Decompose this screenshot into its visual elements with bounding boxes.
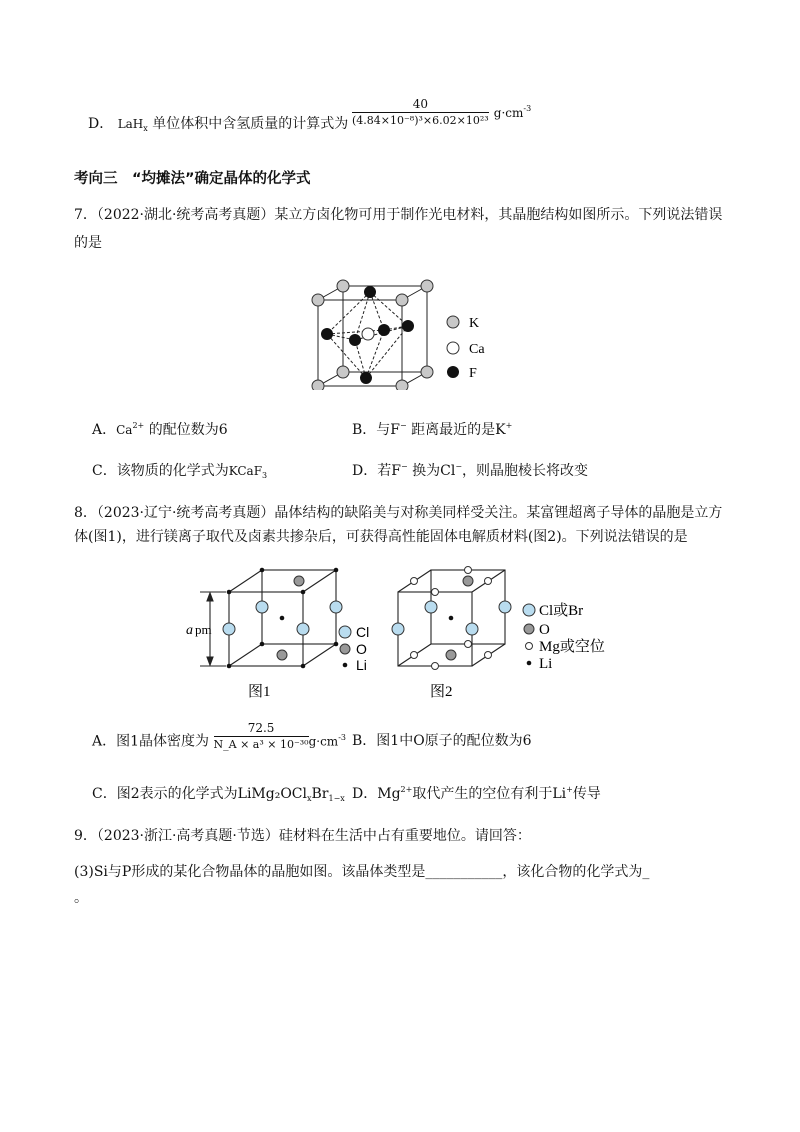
fig2-mg-site xyxy=(485,652,492,659)
legend2-o-swatch xyxy=(524,624,534,634)
fig2-o-atom xyxy=(446,650,456,660)
q8-option-c[interactable]: C．图2表示的化学式为$LiMg_2OCl_xBr_{1-x}$ xyxy=(92,786,345,803)
fig1-li-atom xyxy=(334,642,339,647)
q8-stem-line2: 体(图1)，进行镁离子取代及卤素共掺杂后，可获得高性能固体电解质材料(图2)。下列说法错误的是 xyxy=(74,529,688,545)
fig1-li-atom xyxy=(280,616,285,621)
fig2-legend-clbr: Cl或Br xyxy=(539,603,584,619)
k-atom xyxy=(312,380,324,390)
f-atom xyxy=(360,372,372,384)
fig1-li-atom xyxy=(301,664,306,669)
fig1-o-atom xyxy=(294,576,304,586)
k-atom xyxy=(396,294,408,306)
k-atom xyxy=(421,366,433,378)
legend-k-swatch xyxy=(447,316,459,328)
fig1-o-atom xyxy=(277,650,287,660)
q8-option-a[interactable]: A．图1晶体密度为 $\frac{72.5}{\text{N\_A × a³ × 10⁻³⁰}}$ $g\cdot cm^{-3}$ xyxy=(92,721,346,751)
section-title: 考向三 “均摊法”确定晶体的化学式 xyxy=(74,171,311,187)
fig2-clbr-atom xyxy=(499,601,511,613)
q8-option-d[interactable]: D．$Mg^{2+}$取代产生的空位有利于Li+传导 xyxy=(352,785,601,802)
fig2-mg-site xyxy=(465,567,472,574)
k-atom xyxy=(312,294,324,306)
fig2-caption: 图2 xyxy=(430,684,453,700)
legend-f-swatch xyxy=(447,366,459,378)
fig2-legend-li: Li xyxy=(539,656,553,672)
f-atom xyxy=(321,328,333,340)
q7-option-c[interactable]: C．该物质的化学式为KCaF$_3$ xyxy=(92,463,268,480)
unit: g·cm xyxy=(493,106,524,120)
fig2-legend-mg: Mg或空位 xyxy=(539,639,605,655)
q9-stem: 9．（2023·浙江·高考真题·节选）硅材料在生活中占有重要地位。请回答： xyxy=(74,828,531,844)
fig2-li-atom xyxy=(449,616,454,621)
fig2-mg-site xyxy=(432,589,439,596)
formula: LaH xyxy=(117,117,144,131)
fig1-dim-unit: pm xyxy=(195,622,212,637)
fig1-li-atom xyxy=(334,568,339,573)
fig2-mg-site xyxy=(411,652,418,659)
fig1-li-atom xyxy=(227,590,232,595)
prev-fraction: $\frac{40}{\text{(4.84×10⁻⁸)³×6.02×10²³}}$ $g\cdot cm^{-3}$ xyxy=(352,97,532,127)
q8-crystal-figures xyxy=(186,560,626,710)
fig1-cl-atom xyxy=(297,623,309,635)
legend-li-swatch xyxy=(343,663,348,668)
q7-option-b[interactable]: B．与F− 距离最近的是K+ xyxy=(352,421,513,438)
legend2-mg-swatch xyxy=(526,643,533,650)
ca-atom xyxy=(362,328,374,340)
k-atom xyxy=(421,280,433,292)
fig2-mg-site xyxy=(465,641,472,648)
f-atom xyxy=(349,334,361,346)
fig1-li-atom xyxy=(227,664,232,669)
fig2-mg-site xyxy=(411,578,418,585)
fig1-li-atom xyxy=(260,568,265,573)
legend-f: F xyxy=(469,366,477,381)
f-atom xyxy=(378,324,390,336)
q9-sub3-line1: (3)Si与P形成的某化合物晶体的晶胞如图。该晶体类型是___________，该化合物的化学式为_ xyxy=(74,864,650,880)
fig1-li-atom xyxy=(260,642,265,647)
prev-option-d: D． LaH$_x$ 单位体积中含氢质量的计算式为 xyxy=(88,116,349,133)
q7-stem-line1: 7．（2022·湖北·统考高考真题）某立方卤化物可用于制作光电材料，其晶胞结构如图所示。下列说法错误 xyxy=(74,207,723,223)
legend-cl-swatch xyxy=(339,626,351,638)
legend2-clbr-swatch xyxy=(523,604,535,616)
fig1-legend-o: O xyxy=(356,641,367,657)
fig1-legend-cl: Cl xyxy=(356,624,370,640)
fig1-dim-a: a xyxy=(186,623,193,638)
k-atom xyxy=(396,380,408,390)
q8-option-b[interactable]: B．图1中O原子的配位数为6 xyxy=(352,733,532,749)
fig2-clbr-atom xyxy=(392,623,404,635)
legend-o-swatch xyxy=(340,644,350,654)
fig2-mg-site xyxy=(485,578,492,585)
fig1-cl-atom xyxy=(330,601,342,613)
fig1-caption: 图1 xyxy=(248,684,271,700)
fig2-mg-site xyxy=(432,663,439,670)
fig1-li-atom xyxy=(301,590,306,595)
fig2-o-atom xyxy=(463,576,473,586)
fig1-cl-atom xyxy=(256,601,268,613)
legend-k: K xyxy=(469,316,480,331)
fig2-clbr-atom xyxy=(466,623,478,635)
k-atom xyxy=(337,280,349,292)
fig2-clbr-atom xyxy=(425,601,437,613)
q9-sub3-line2: 。 xyxy=(74,890,88,906)
q8-stem-line1: 8．（2023·辽宁·统考高考真题）晶体结构的缺陷美与对称美同样受关注。某富锂超离子导体的晶胞是立方 xyxy=(74,505,723,521)
fig1-legend-li: Li xyxy=(356,657,367,673)
fig1-cl-atom xyxy=(223,623,235,635)
legend-ca-swatch xyxy=(447,342,459,354)
q7-option-a[interactable]: A．$Ca^{2+}$ 的配位数为6 xyxy=(92,421,228,438)
option-label: D． xyxy=(88,116,114,132)
option-text: 单位体积中含氢质量的计算式为 xyxy=(152,116,349,132)
q7-stem-line2: 的是 xyxy=(74,235,102,251)
f-atom xyxy=(364,286,376,298)
f-atom xyxy=(402,320,414,332)
q7-option-d[interactable]: D．若F− 换为Cl−，则晶胞棱长将改变 xyxy=(352,462,589,479)
fig2-legend-o: O xyxy=(539,622,550,638)
legend-ca: Ca xyxy=(469,342,485,357)
k-atom xyxy=(337,366,349,378)
q7-crystal-figure xyxy=(300,278,520,390)
legend2-li-swatch xyxy=(527,661,532,666)
